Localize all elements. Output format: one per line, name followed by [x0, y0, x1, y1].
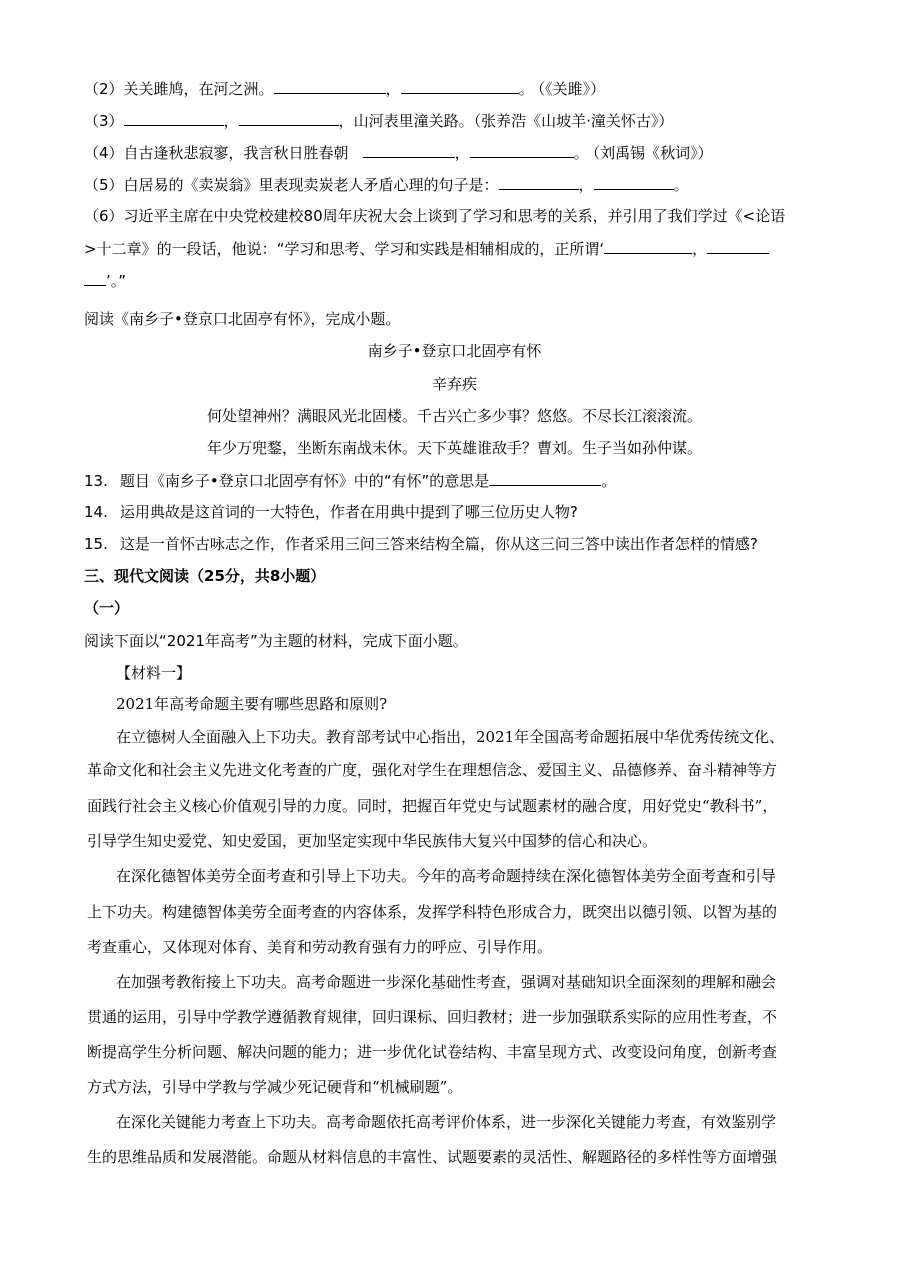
fill-in-question-2: （2）关关雎鸠，在河之洲。 ， 。 （《关雎》）: [84, 80, 606, 98]
answer-blank[interactable]: [239, 110, 339, 126]
paragraph-2-line: 考查重心，又体现对体育、美育和劳动教育强有力的呼应、引导作用。: [87, 938, 553, 956]
question-text: 习近平主席在中央党校建校80周年庆祝大会上谈到了学习和思考的关系，并引用了我们学过《<论语: [123, 207, 786, 225]
paragraph-2-line: 在深化德智体美劳全面考查和引导上下功夫。今年的高考命题持续在深化德智体美劳全面考查和引导: [116, 867, 777, 885]
paragraph-1-line: 面践行社会主义核心价值观引导的力度。同时，把握百年党史与试题素材的融合度，用好党史“教科书”，: [87, 797, 778, 815]
question-number: 15.: [84, 535, 108, 553]
fill-in-question-6-line-1: [84, 206, 785, 226]
question-text: 山河表里潼关路。（张养浩《山坡羊·潼关怀古》）: [353, 112, 674, 130]
answer-blank[interactable]: [363, 142, 455, 158]
question-number: 13.: [84, 472, 108, 490]
question-number: （5）: [84, 176, 124, 194]
paragraph-4-line: 生的思维品质和发展潜能。命题从材料信息的丰富性、试题要素的灵活性、解题路径的多样性等方面增强: [87, 1148, 778, 1166]
material-question: 2021年高考命题主要有哪些思路和原则?: [116, 695, 388, 713]
material-label: 【材料一】: [116, 664, 192, 682]
poem-author: 辛弃疾: [431, 375, 477, 393]
question-text: 题目《南乡子•登京口北固亭有怀》中的“有怀”的意思是: [119, 472, 490, 490]
poem-line-1: 何处望神州？满眼风光北固楼。千古兴亡多少事？悠悠。不尽长江滚滚流。: [206, 407, 702, 425]
fill-in-question-4: （4）自古逢秋悲寂寥，我言秋日胜春朝 ， 。 （刘禹锡《秋词》）: [84, 144, 713, 162]
subsection-heading: （一）: [84, 599, 130, 617]
fill-in-question-6-line-2: >十二章》的一段话，他说：“学习和思考、学习和实践是相辅相成的，正所谓‘ ，: [84, 238, 769, 259]
answer-blank[interactable]: [84, 270, 106, 286]
question-text: 运用典故是这首词的一大特色，作者在用典中提到了哪三位历史人物?: [119, 503, 578, 521]
poem-intro: 阅读《南乡子•登京口北固亭有怀》，完成小题。: [84, 310, 401, 328]
answer-blank[interactable]: [594, 174, 674, 190]
paragraph-3-line: 贯通的运用，引导中学教学遵循教育规律，回归课标、回归教材；进一步加强联系实际的应用性考查，不: [87, 1008, 778, 1026]
question-text: 关关雎鸠，在河之洲。: [123, 80, 274, 98]
question-number: （3）: [84, 112, 124, 130]
source-citation: （刘禹锡《秋词》）: [592, 144, 713, 162]
question-text: 白居易的《卖炭翁》里表现卖炭老人矛盾心理的句子是：: [123, 176, 499, 194]
paragraph-1-line: 革命文化和社会主义先进文化考查的广度，强化对学生在理想信念、爱国主义、品德修养、奋斗精神等方: [87, 761, 778, 779]
paragraph-3-line: 断提高学生分析问题、解决问题的能力；进一步优化试卷结构、丰富呈现方式、改变设问角度，创新考查: [87, 1043, 778, 1061]
reading-intro: 阅读下面以“2021年高考”为主题的材料，完成下面小题。: [84, 632, 468, 650]
answer-blank[interactable]: [401, 78, 519, 94]
paragraph-1-line: 在立德树人全面融入上下功夫。教育部考试中心指出，2021年全国高考命题拓展中华优秀传统文化、: [116, 728, 785, 746]
fill-in-question-5: （5）白居易的《卖炭翁》里表现卖炭老人矛盾心理的句子是： ， 。: [84, 176, 689, 194]
question-number: （4）: [84, 144, 124, 162]
section-heading: 三、现代文阅读（25分，共8小题）: [84, 567, 326, 585]
paragraph-1-line: 引导学生知史爱党、知史爱国，更加坚定实现中华民族伟大复兴中国梦的信心和决心。: [87, 832, 658, 850]
source-citation: （《关雎》）: [537, 80, 606, 98]
question-number: （2）: [84, 80, 124, 98]
answer-blank[interactable]: [604, 238, 692, 254]
poem-title: 南乡子•登京口北固亭有怀: [367, 342, 542, 360]
answer-blank[interactable]: [470, 142, 574, 158]
question-14: [84, 502, 578, 522]
answer-blank[interactable]: [707, 238, 769, 254]
paragraph-3-line: 在加强考教衔接上下功夫。高考命题进一步深化基础性考查，强调对基础知识全面深刻的理解和融会: [116, 973, 777, 991]
answer-blank[interactable]: [274, 78, 386, 94]
question-text: 这是一首怀古咏志之作，作者采用三问三答来结构全篇，你从这三问三答中读出作者怎样的情感?: [119, 535, 758, 553]
poem-line-2: 年少万兜鍪，坐断东南战未休。天下英雄谁敌手？曹刘。生子当如孙仲谋。: [206, 439, 702, 457]
answer-blank[interactable]: [489, 470, 601, 486]
fill-in-question-3: （3） ， ，山河表里潼关路。（张养浩《山坡羊·潼关怀古》）: [84, 112, 674, 130]
question-15: [84, 534, 758, 554]
paragraph-4-line: 在深化关键能力考查上下功夫。高考命题依托高考评价体系，进一步深化关键能力考查，有效鉴别学: [116, 1113, 777, 1131]
question-text: >十二章》的一段话，他说：“学习和思考、学习和实践是相辅相成的，正所谓‘: [84, 240, 605, 258]
question-number: （6）: [84, 207, 124, 225]
question-text: 自古逢秋悲寂寥，我言秋日胜春朝: [123, 144, 349, 162]
paragraph-2-line: 上下功夫。构建德智体美劳全面考查的内容体系，发挥学科特色形成合力，既突出以德引领、以智为基的: [87, 903, 778, 921]
answer-blank[interactable]: [499, 174, 579, 190]
fill-in-question-6-line-3: ’。”: [84, 270, 126, 291]
question-number: 14.: [84, 503, 108, 521]
paragraph-3-line: 方式方法，引导中学教与学减少死记硬背和“机械刷题”。: [87, 1078, 463, 1096]
question-13: 13. 题目《南乡子•登京口北固亭有怀》中的“有怀”的意思是 。: [84, 472, 617, 490]
answer-blank[interactable]: [124, 110, 224, 126]
